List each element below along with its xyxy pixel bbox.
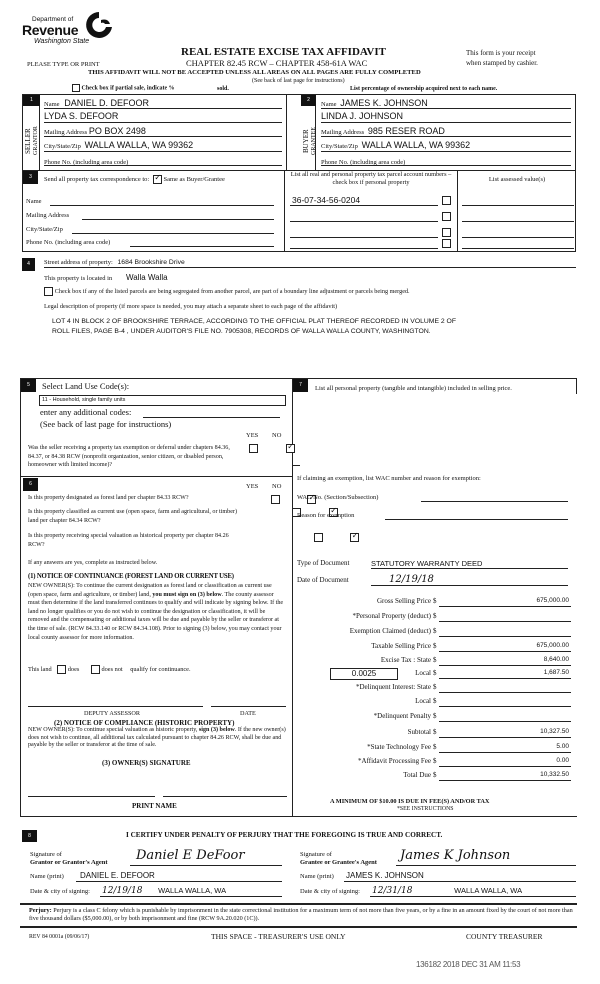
corr-name-row xyxy=(26,197,274,206)
owner-signature-label: (3) OWNER(S) SIGNATURE xyxy=(102,759,191,767)
logo-line2: Revenue xyxy=(22,22,79,38)
parcel-header: List all real and personal property tax parcel account numbers – check box if personal property xyxy=(290,171,452,186)
personal-property-checkbox[interactable] xyxy=(442,196,451,205)
treasurer-stamp: 136182 2018 DEC 31 AM 11:53 xyxy=(416,960,521,969)
form-id: REV 84 0001a (09/06/17) xyxy=(29,934,90,940)
buyer-mailing-label: Mailing Address xyxy=(321,129,365,136)
amount-row-tech-fee: *State Technology Fee $ 5.00 xyxy=(367,743,569,751)
seller-mailing-label: Mailing Address xyxy=(44,129,88,136)
affidavit-processing-fee-field[interactable]: 0.00 xyxy=(439,757,571,767)
minimum-fee-note: A MINIMUM OF $10.00 IS DUE IN FEE(S) AND/OR TAX xyxy=(330,798,490,805)
amount-row-state-tax: Excise Tax : State $ 8,640.00 xyxy=(380,656,569,664)
buyer-name1-field[interactable]: JAMES K. JOHNSON xyxy=(340,98,428,108)
land-use-select[interactable]: 11 - Household, single family units xyxy=(39,395,286,406)
correspondence-label: Send all property tax correspondence to: xyxy=(44,175,150,183)
reason-row xyxy=(297,511,572,520)
logo-line3: Washington State xyxy=(34,38,90,45)
land-does-checkbox[interactable] xyxy=(57,665,66,674)
buyer-city-row xyxy=(321,140,571,152)
assessor-date-label: DATE xyxy=(240,710,256,717)
form-title: REAL ESTATE EXCISE TAX AFFIDAVIT xyxy=(181,46,386,58)
amount-row-taxable: Taxable Selling Price $ 675,000.00 xyxy=(371,642,569,650)
dor-logo xyxy=(22,8,122,52)
dor-swirl-logo-icon xyxy=(84,10,114,40)
located-field[interactable]: Walla Walla xyxy=(125,273,168,282)
deputy-assessor-label: DEPUTY ASSESSOR xyxy=(84,710,140,717)
forest-land-question: Is this property designated as forest land per chapter 84.33 RCW? xyxy=(28,495,189,501)
amount-row-delinquent-penalty: *Delinquent Penalty $ xyxy=(297,712,575,724)
grantee-name-field[interactable]: JAMES K. JOHNSON xyxy=(344,871,576,882)
located-label: This property is located in xyxy=(44,275,113,282)
local-rate-box[interactable]: 0.0025 xyxy=(330,668,398,680)
land-does-not-checkbox[interactable] xyxy=(91,665,100,674)
corr-phone-row xyxy=(26,238,274,247)
parcel-number-field[interactable] xyxy=(290,211,438,222)
logo-line1: Department of xyxy=(32,16,74,23)
continuance-row: This land does does not qualify for continuance. xyxy=(28,665,191,673)
s6-no-header: NO xyxy=(272,483,282,490)
doc-type-field[interactable]: STATUTORY WARRANTY DEED xyxy=(371,559,568,569)
buyer-phone-row xyxy=(321,156,571,166)
personal-property-checkbox[interactable] xyxy=(442,212,451,221)
located-row xyxy=(44,273,168,282)
owner-signature-line[interactable] xyxy=(28,796,155,797)
corr-phone-field[interactable] xyxy=(130,246,274,247)
corr-name-field[interactable] xyxy=(50,205,274,206)
delinquent-interest-local-field[interactable] xyxy=(439,697,571,707)
partial-sale-checkbox[interactable] xyxy=(72,84,80,92)
corr-phone-label: Phone No. (including area code) xyxy=(26,239,111,246)
section-4-number: 4 xyxy=(22,258,35,271)
seller-name2-field[interactable]: LYDA S. DEFOOR xyxy=(44,111,119,121)
reason-field[interactable] xyxy=(385,511,568,520)
see-instructions-note: *SEE INSTRUCTIONS xyxy=(397,806,454,812)
seller-city-label: City/State/Zip xyxy=(44,143,81,150)
amount-row-exemption: Exemption Claimed (deduct) $ xyxy=(297,627,575,639)
grantee-name-row: Name (print) JAMES K. JOHNSON xyxy=(300,872,576,882)
taxable-selling-price-field[interactable]: 675,000.00 xyxy=(439,642,571,652)
partial-sale-label: Check box if partial sale, indicate % xyxy=(81,85,175,92)
county-treasurer-label: COUNTY TREASURER xyxy=(466,932,543,941)
personal-property-deduct-field[interactable] xyxy=(439,612,571,622)
print-name-label: PRINT NAME xyxy=(132,802,177,810)
certify-statement: I CERTIFY UNDER PENALTY OF PERJURY THAT THE FOREGOING IS TRUE AND CORRECT. xyxy=(126,831,443,839)
section-5-number: 5 xyxy=(21,379,36,392)
additional-codes-label: enter any additional codes: xyxy=(40,407,132,417)
buyer-city-label: City/State/Zip xyxy=(321,143,358,150)
parcel-number-field[interactable] xyxy=(290,239,438,249)
amount-row-gross: Gross Selling Price $ 675,000.00 xyxy=(376,597,569,605)
grantor-name-field[interactable]: DANIEL E. DEFOOR xyxy=(76,871,282,882)
buyer-side-label: BUYER GRANTEE xyxy=(302,127,317,155)
grantor-date-field[interactable]: 12/19/18 WALLA WALLA, WA xyxy=(100,886,282,897)
excise-tax-local-field[interactable]: 1,687.50 xyxy=(439,669,571,679)
section-8-number: 8 xyxy=(22,830,37,842)
grantee-signature-label: Signature of Grantee or Grantee's Agent xyxy=(300,851,377,866)
wac-field[interactable] xyxy=(421,493,568,502)
parcel-row xyxy=(290,239,575,250)
ownership-note: List percentage of ownership acquired next to each name. xyxy=(350,86,498,92)
exemption-no-checkbox[interactable] xyxy=(286,444,295,453)
treasurer-use-label: THIS SPACE - TREASURER'S USE ONLY xyxy=(211,932,346,941)
state-technology-fee-field[interactable]: 5.00 xyxy=(439,743,571,753)
grantee-date-field[interactable]: 12/31/18 WALLA WALLA, WA xyxy=(370,886,576,897)
buyer-mailing-field[interactable]: 985 RESER ROAD xyxy=(367,126,445,136)
land-use-no-header: NO xyxy=(272,432,282,439)
parcel-number-field[interactable] xyxy=(290,227,438,238)
wac-label: WAC No. (Section/Subsection) xyxy=(297,494,379,501)
corr-city-row xyxy=(26,225,274,234)
grantor-signature-field[interactable] xyxy=(130,848,282,866)
delinquent-penalty-field[interactable] xyxy=(439,712,571,722)
land-use-label: Select Land Use Code(s): xyxy=(42,381,130,391)
reason-label: Reason for exemption xyxy=(297,512,355,519)
doc-type-label: Type of Document xyxy=(297,559,350,567)
forest-land-yes-checkbox[interactable] xyxy=(271,495,280,504)
segregated-label: Check box if any of the listed parcels are being segregated from another parcel, are part of a boundary line adjustment or parcels being merged. xyxy=(54,288,410,296)
amount-row-subtotal: Subtotal $ 10,327.50 xyxy=(407,728,569,736)
parcel-number-field[interactable]: 36-07-34-56-0204 xyxy=(290,195,438,206)
seller-phone-label: Phone No. (including area code) xyxy=(44,159,129,166)
additional-codes-field[interactable] xyxy=(143,417,280,418)
street-field[interactable]: 1684 Brookshire Drive xyxy=(117,259,185,266)
section-7-number: 7 xyxy=(293,379,308,392)
amount-row-processing-fee: *Affidavit Processing Fee $ 0.00 xyxy=(358,757,569,765)
subtotal-field[interactable]: 10,327.50 xyxy=(439,728,571,738)
s6-yes-header: YES xyxy=(246,483,259,490)
receipt-note-2: when stamped by cashier. xyxy=(466,59,538,67)
current-use-question: Is this property classified as current use (open space, farm and agricultural, or timber) land per chapter 84.34 RCW? xyxy=(28,509,237,524)
grantor-signature: Daniel E DeFoor xyxy=(136,848,245,863)
section-6-number: 6 xyxy=(23,478,38,491)
exemption-intro: If claiming an exemption, list WAC number and reason for exemption: xyxy=(297,475,481,482)
excise-tax-state-field[interactable]: 8,640.00 xyxy=(439,656,571,666)
seller-mailing-field[interactable]: PO BOX 2498 xyxy=(88,126,146,136)
assessed-value-field[interactable] xyxy=(462,227,574,238)
buyer-name2-field[interactable]: LINDA J. JOHNSON xyxy=(321,111,404,121)
parcel-row xyxy=(290,195,575,206)
partial-sale-row xyxy=(72,84,175,92)
grantee-date-row: Date & city of signing: 12/31/18 WALLA WALLA, WA xyxy=(300,887,576,897)
corr-mailing-row xyxy=(26,211,274,220)
personal-property-label: List all personal property (tangible and intangible) included in selling price. xyxy=(315,385,512,392)
grantor-signature-label: Signature of Grantor or Grantor's Agent xyxy=(30,851,108,866)
buyer-mailing-row xyxy=(321,126,571,137)
deputy-assessor-signature-line[interactable] xyxy=(28,706,203,707)
gross-selling-price-field[interactable]: 675,000.00 xyxy=(439,597,571,607)
personal-property-checkbox[interactable] xyxy=(442,228,451,237)
historical-no-checkbox[interactable] xyxy=(350,533,359,542)
personal-property-checkbox[interactable] xyxy=(442,239,451,248)
seller-side-label: SELLER GRANTOR xyxy=(24,126,39,156)
if-yes-note: If any answers are yes, complete as instructed below. xyxy=(28,560,158,566)
wac-row xyxy=(297,493,572,502)
perjury-note: Perjury: Perjury is a class C felony which is punishable by imprisonment in the state correctional institution for a maximum term of not more than five years, or by a fine in an amount fixed by the court of not more than five thousand dollars ($5,000.00), or by both imprisonment and fine (RCW 9A.20.020 (1C)). xyxy=(29,907,573,922)
corr-mailing-label: Mailing Address xyxy=(26,212,70,219)
total-due-field[interactable]: 10,332.50 xyxy=(439,771,571,781)
street-row xyxy=(44,258,576,268)
legal-description-line1[interactable]: LOT 4 IN BLOCK 2 OF BROOKSHIRE TERRACE, ACCORDING TO THE OFFICIAL PLAT THEREOF RECORDED IN VOLUME 2 OF xyxy=(52,318,456,325)
section-1-number: 1 xyxy=(23,95,40,106)
delinquent-interest-state-field[interactable] xyxy=(439,683,571,693)
legal-label: Legal description of property (if more space is needed, you may attach a separate sheet to each page of the affidavit) xyxy=(44,303,338,310)
parcel-row xyxy=(290,227,575,238)
parcel-row xyxy=(290,211,575,222)
seller-city-field[interactable]: WALLA WALLA, WA 99362 xyxy=(84,140,194,150)
historical-question: Is this property receiving special valuation as historical property per chapter 84.26 RCW? xyxy=(28,533,229,548)
seller-name1-field[interactable]: DANIEL D. DEFOOR xyxy=(64,98,149,108)
doc-date-label: Date of Document xyxy=(297,576,349,584)
notice-continuance-title: (1) NOTICE OF CONTINUANCE (FOREST LAND OR CURRENT USE) xyxy=(28,573,234,580)
section-2-number: 2 xyxy=(301,95,316,106)
receipt-note-1: This form is your receipt xyxy=(466,49,536,57)
land-use-see-back: (See back of last page for instructions) xyxy=(40,419,172,429)
form-subtitle: CHAPTER 82.45 RCW – CHAPTER 458-61A WAC xyxy=(186,58,368,68)
corr-name-label: Name xyxy=(26,198,42,205)
grantee-signature-field[interactable] xyxy=(396,848,576,866)
see-back-note: (See back of last page for instructions) xyxy=(252,78,345,84)
correspondence-row xyxy=(44,175,225,184)
corr-city-field[interactable] xyxy=(72,233,274,234)
grantee-signature: James K Johnson xyxy=(400,848,511,863)
buyer-name-label: Name xyxy=(321,101,337,108)
seller-name-row xyxy=(44,98,282,109)
seller-city-row xyxy=(44,140,282,152)
doc-date-row xyxy=(297,576,572,586)
buyer-phone-label: Phone No. (including area code) xyxy=(321,159,406,166)
print-name-line[interactable] xyxy=(163,796,287,797)
exemption-claimed-field[interactable] xyxy=(439,627,571,637)
street-label: Street address of property: xyxy=(44,259,113,266)
notice-compliance-body: NEW OWNER(S): To continue special valuation as historic property, sign (3) below. If the new owner(s) does not wish to continue, all additional tax calculated pursuant to chapter 84.26 RCW, shall be due and payable by the seller or transferor at the time of sale. xyxy=(28,727,286,748)
assessed-value-field[interactable] xyxy=(462,239,574,249)
seller-phone-row xyxy=(44,156,282,166)
notice-continuance-body: NEW OWNER(S): To continue the current designation as forest land or classification as current use (open space, farm and agriculture, or timber) land, you must sign on (3) below. The county assessor must then determine if the land transferred continues to qualify and will indicate by signing below. If the land no longer qualifies or you do not wish to continue the designation or classification, it will be removed and the compensating or additional taxes will be due and payable by the seller or transferor at the time of sale. (RCW 84.33.140 or RCW 84.34.108). Prior to signing (3) below, you may contact your local county assessor for more information. xyxy=(28,583,284,641)
corr-mailing-field[interactable] xyxy=(82,219,274,220)
amount-row-delinquent-interest-state: *Delinquent Interest: State $ xyxy=(297,683,575,695)
seller-name2-row xyxy=(44,111,282,123)
same-as-buyer-checkbox[interactable] xyxy=(153,175,162,184)
land-use-yes-header: YES xyxy=(246,432,259,439)
legal-description-line2[interactable]: ROLL FILES, PAGE B-4 , UNDER AUDITOR'S FILE NO. 7905308, RECORDS OF WALLA WALLA COUNTY, WASHINGTON. xyxy=(52,328,431,335)
amount-row-personal: *Personal Property (deduct) $ xyxy=(297,612,575,624)
grantor-name-row: Name (print) DANIEL E. DEFOOR xyxy=(30,872,282,882)
assessed-value-field[interactable] xyxy=(462,195,574,206)
segregated-checkbox[interactable] xyxy=(44,287,53,296)
please-type-label: PLEASE TYPE OR PRINT xyxy=(27,61,100,68)
doc-date-field[interactable]: 12/19/18 xyxy=(371,574,568,586)
additional-codes-row xyxy=(40,407,280,418)
seller-mailing-row xyxy=(44,126,282,137)
exemption-yes-checkbox[interactable] xyxy=(249,444,258,453)
buyer-name-row xyxy=(321,98,571,109)
assessed-header: List assessed value(s) xyxy=(488,176,546,183)
notice-compliance-title: (2) NOTICE OF COMPLIANCE (HISTORIC PROPERTY) xyxy=(54,719,235,727)
seller-name-label: Name xyxy=(44,101,60,108)
corr-city-label: City/State/Zip xyxy=(26,226,63,233)
historical-yes-checkbox[interactable] xyxy=(314,533,323,542)
grantor-date-row: Date & city of signing: 12/19/18 WALLA WALLA, WA xyxy=(30,887,282,897)
amount-row-local-tax: 0.0025 Local $ 1,687.50 xyxy=(297,669,575,681)
exemption-question: Was the seller receiving a property tax exemption or deferral under chapters 84.36, 84.37, or 84.38 RCW (nonprofit organization, senior citizen, or disabled person, homeowner with limited income)? xyxy=(28,445,230,468)
buyer-name2-row xyxy=(321,111,571,123)
doc-type-row xyxy=(297,559,572,569)
amount-row-delinquent-interest-local: Local $ xyxy=(297,697,575,709)
warning-banner: THIS AFFIDAVIT WILL NOT BE ACCEPTED UNLESS ALL AREAS ON ALL PAGES ARE FULLY COMPLETED xyxy=(88,69,421,76)
buyer-city-field[interactable]: WALLA WALLA, WA 99362 xyxy=(361,140,471,150)
partial-sale-sold: sold. xyxy=(217,86,229,92)
same-as-buyer-label: Same as Buyer/Grantee xyxy=(163,175,225,183)
section-3-number: 3 xyxy=(23,171,38,184)
assessor-date-line[interactable] xyxy=(211,706,286,707)
assessed-value-field[interactable] xyxy=(462,211,574,222)
segregated-row xyxy=(44,287,410,296)
amount-row-total: Total Due $ 10,332.50 xyxy=(403,771,569,779)
